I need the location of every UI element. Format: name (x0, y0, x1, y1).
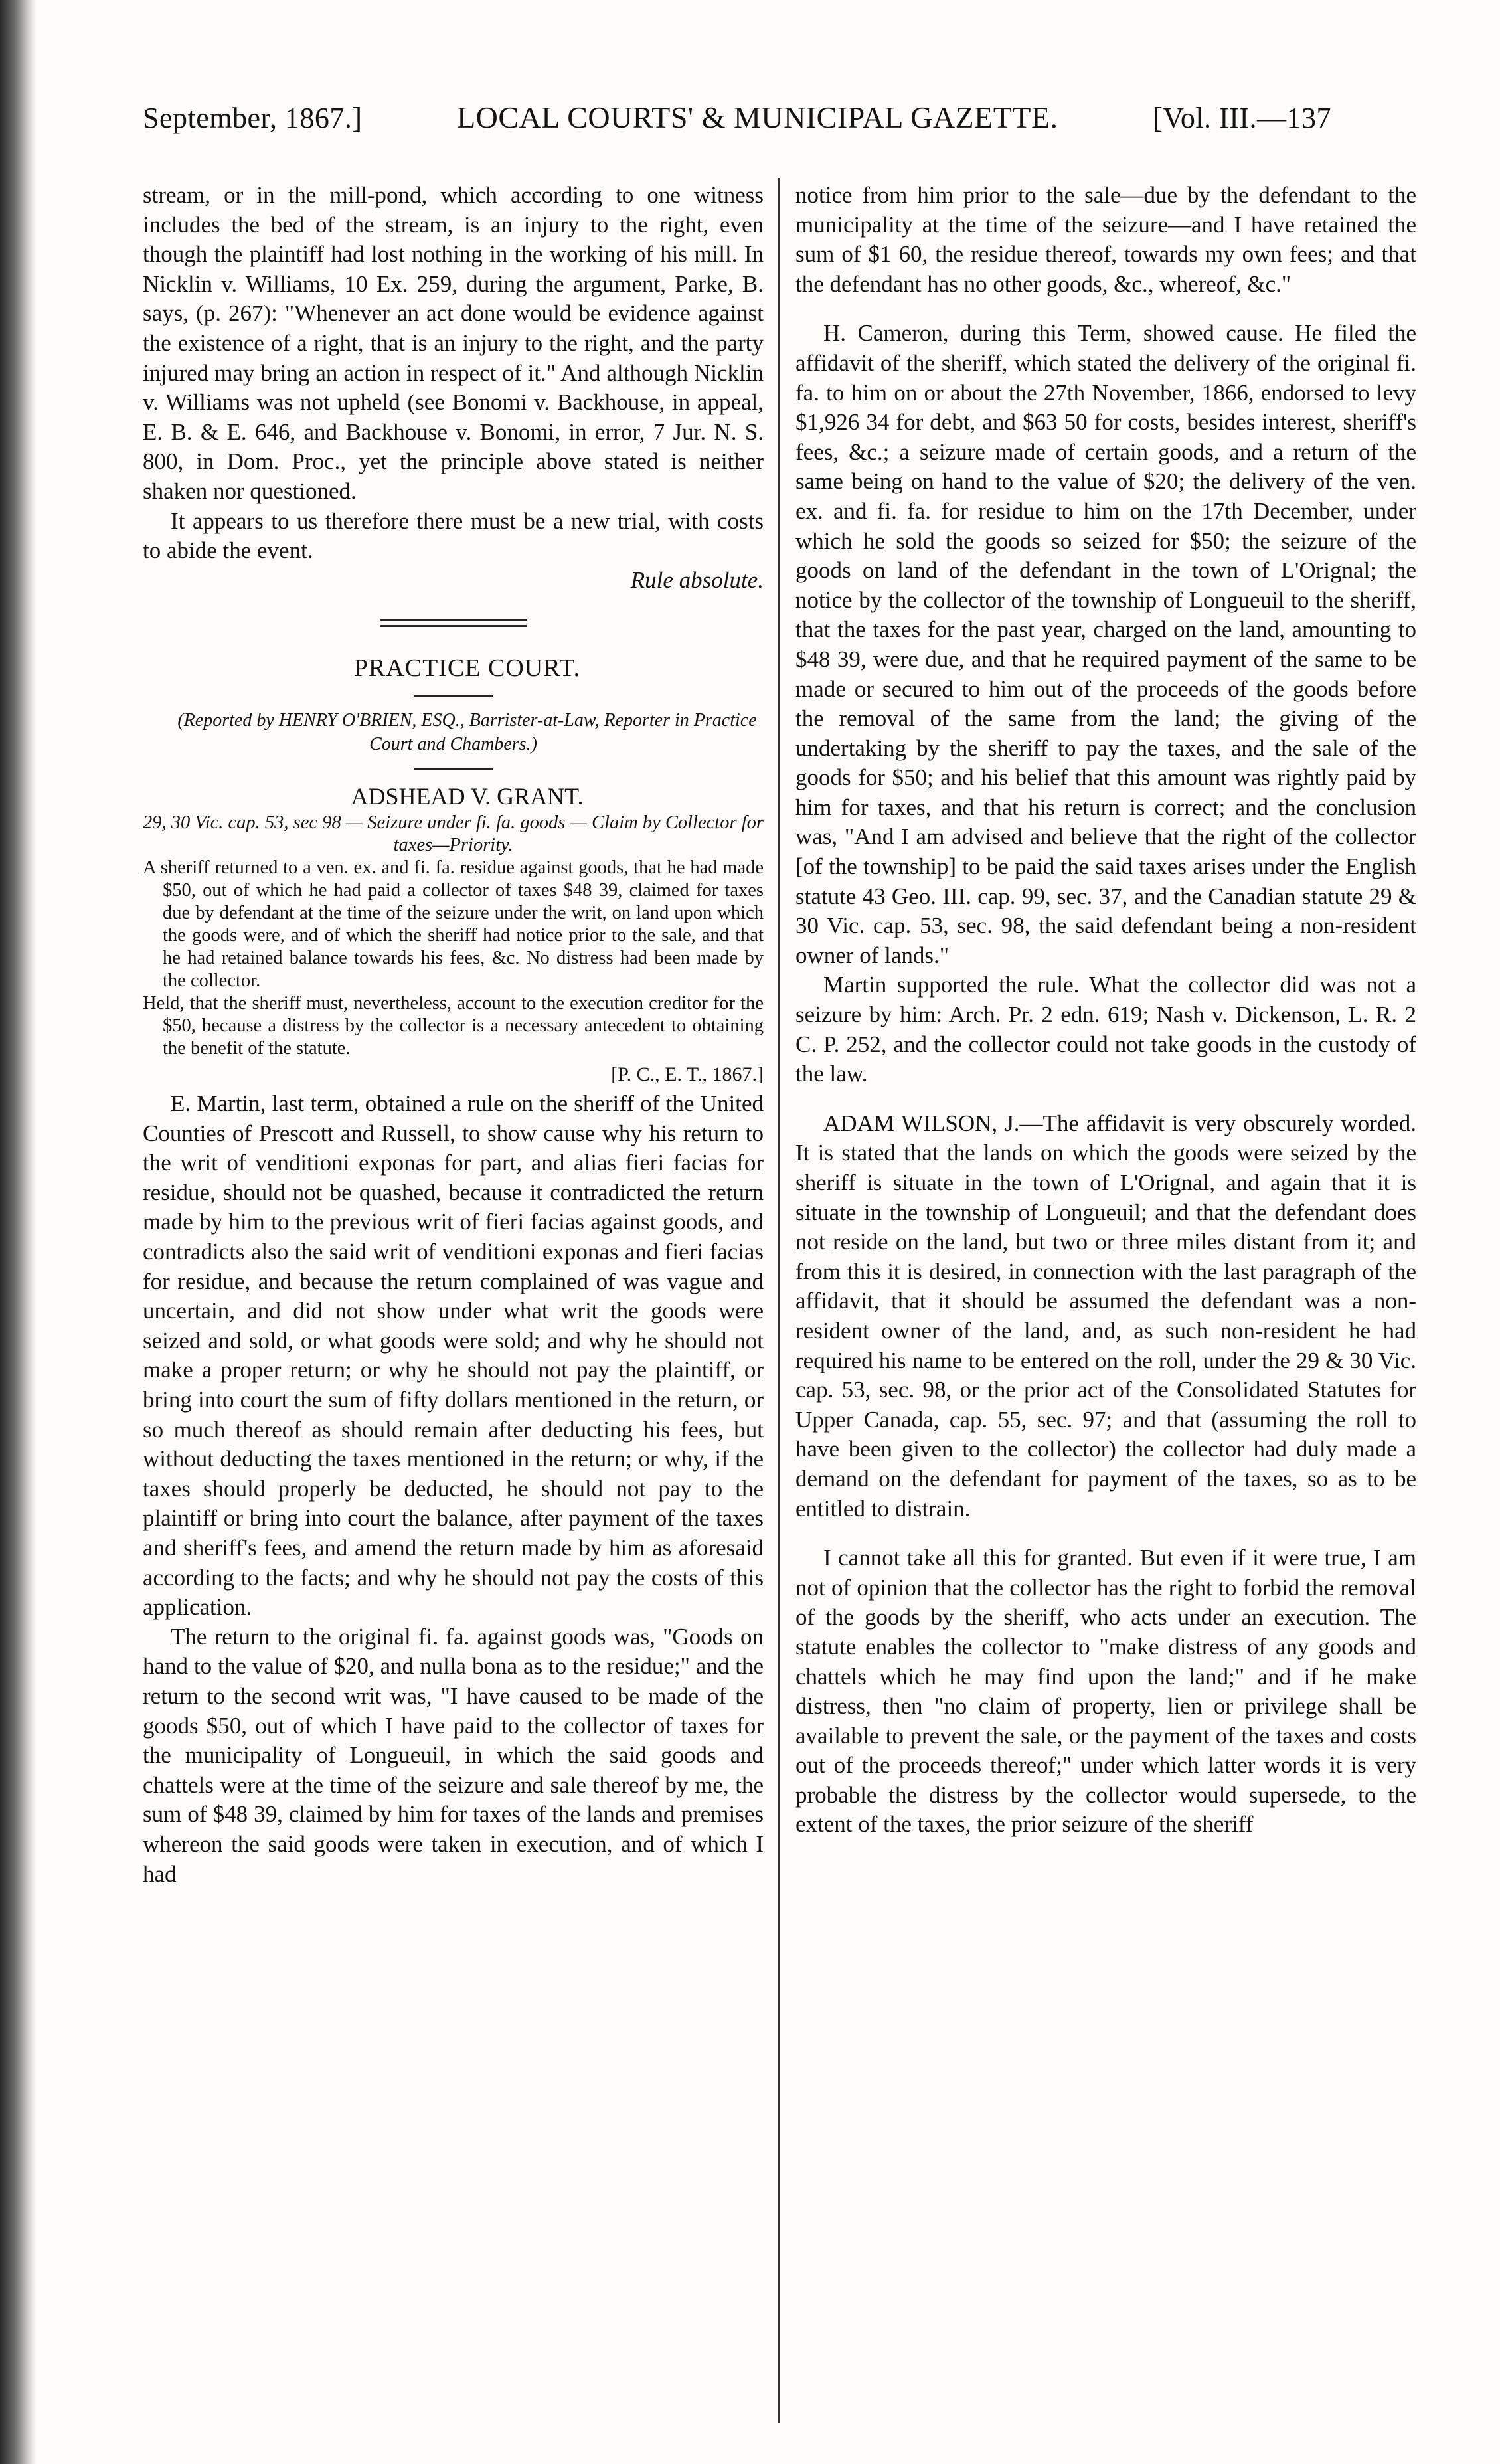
headnote-held: Held, that the sheriff must, nevertheless, account to the execution creditor for the $50, because a distress by the collector is a necessary antecedent to obtaining the benefit of the statute. (143, 992, 764, 1059)
citation: [P. C., E. T., 1867.] (611, 1063, 764, 1085)
left-column (143, 181, 764, 2425)
short-divider (414, 768, 493, 770)
reporter-note: (Reported by HENRY O'BRIEN, ESQ., Barrister-at-Law, Reporter in Practice Court and Chambers.) (177, 709, 757, 754)
paragraph: I cannot take all this for granted. But even if it were true, I am not of opinion that the collector has the right to forbid the removal of the goods by the sheriff, who acts under an execution. The statute enables the collector to "make distress of any goods and chattels which he may find upon the land;" and if he make distress, then "no claim of property, lien or privilege shall be available to prevent the sale, or the payment of the taxes and costs out of the proceeds thereof;" under which latter words it is very probable the distress by the collector would supersede, to the extent of the taxes, the prior seizure of the sheriff (795, 1545, 1416, 1838)
judge-name: ADAM WILSON, J. (823, 1110, 1020, 1136)
header-title: LOCAL COURTS' & MUNICIPAL GAZETTE. (457, 100, 1058, 134)
paragraph: The return to the original fi. fa. against goods was, "Goods on hand to the value of $20, and nulla bona as to the residue;" and the return to the second writ was, "I have caused to be made of the goods $50, out of which I have paid to the collector of taxes for the municipality of Longueuil, in which the said goods and chattels were at the time of the seizure and sale thereof by me, the sum of $48 39, claimed by him for taxes of the lands and premises whereon the said goods were taken in execution, and of which I had (143, 1623, 764, 1887)
paragraph: H. Cameron, during this Term, showed cause. He filed the affidavit of the sheriff, which stated the delivery of the original fi. fa. to him on or about the 27th November, 1866, endorsed to levy $1,926 34 for debt, and $63 50 for costs, besides interest, sheriff's fees, &c.; a seizure made of certain goods, and a return of the same being on hand to the value of $20; the delivery of the ven. ex. and fi. fa. for residue to him on the 17th December, under which he sold the goods so seized for $50; the seizure of the goods on land of the defendant in the town of L'Orignal; the notice by the collector of the township of Longueuil to the sheriff, that the taxes for the past year, charged on the land, amounting to $48 39, were due, and that he required payment of the same to be made or secured to him out of the proceeds of the goods before the removal of the same from the land; the giving of the undertaking by the sheriff to pay the taxes, and the sale of the goods for $50; and his belief that this amount was rightly paid by him for taxes, and that his return is correct; and the conclusion was, "And I am advised and believe that the right of the collector [of the township] to be paid the said taxes arises under the English statute 43 Geo. III. cap. 99, sec. 37, and the Canadian statute 29 & 30 Vic. cap. 53, sec. 98, the said defendant being a non-resident owner of lands." (795, 320, 1416, 968)
running-header (143, 100, 1331, 146)
statute-line: 29, 30 Vic. cap. 53, sec 98 — Seizure under fi. fa. goods — Claim by Collector for taxes—Priority. (143, 812, 764, 855)
header-volume: [Vol. III.—137 (1153, 102, 1331, 134)
paragraph: Martin supported the rule. What the collector did was not a seizure by him: Arch. Pr. 2 edn. 619; Nash v. Dickenson, L. R. 2 C. P. 252, and the collector could not take goods in the custody of the law. (795, 972, 1416, 1087)
paragraph: notice from him prior to the sale—due by the defendant to the municipality at the time of the seizure—and I have retained the sum of $1 60, the residue thereof, towards my own fees; and that the defendant has no other goods, &c., whereof, &c." (795, 182, 1416, 297)
paragraph: E. Martin, last term, obtained a rule on the sheriff of the United Counties of Prescott and Russell, to show cause why his return to the writ of venditioni exponas for part, and alias fieri facias for residue, should not be quashed, because it contradicted the return made by him to the previous writ of fieri facias against goods, and contradicts also the said writ of venditioni exponas and fieri facias for residue, and because the return complained of was vague and uncertain, and did not show under what writ the goods were seized and sold, or what goods were sold; and why he should not make a proper return; or why he should not pay the plaintiff, or bring into court the sum of fifty dollars mentioned in the return, or so much thereof as should remain after deducting his fees, but without deducting the taxes mentioned in the return; or why, if the taxes should properly be deducted, he should not pay to the plaintiff or bring into court the balance, after payment of the taxes and sheriff's fees, and amend the return made by him as aforesaid according to the facts; and why he should not pay the costs of this application. (143, 1091, 764, 1621)
section-heading: PRACTICE COURT. (353, 654, 581, 683)
header-date: September, 1867.] (143, 102, 363, 134)
page-binding-edge (0, 0, 37, 2464)
short-divider (414, 695, 493, 697)
section-divider (380, 619, 527, 627)
headnote (143, 812, 764, 1060)
right-column (795, 181, 1416, 2425)
paragraph: It appears to us therefore there must be a new trial, with costs to abide the event. (143, 507, 764, 564)
rule-absolute: Rule absolute. (630, 567, 764, 593)
judgment-paragraph (795, 1109, 1416, 1524)
headnote-text: A sheriff returned to a ven. ex. and fi. fa. residue against goods, that he had made $50, out of which he had paid a collector of taxes $48 39, claimed for taxes due by defendant at the time of the seizure under the writ, on land upon which the goods were, and of which the sheriff had notice prior to the sale, and that he had retained balance towards his fees, &c. No distress had been made by the collector. (143, 857, 764, 991)
judgment-text: —The affidavit is very obscurely worded. It is stated that the lands on which the goods were seized by the sheriff is situate in the town of L'Orignal, and again that it is situate in the township of Longueuil; and that the defendant does not reside on the land, but two or three miles distant from it; and from this it is desired, in connection with the last paragraph of the affidavit, that it should be assumed the defendant was a non-resident owner of the land, and, as such non-resident he had required his name to be entered on the roll, under the 29 & 30 Vic. cap. 53, sec. 98, or the prior act of the Consolidated Statutes for Upper Canada, cap. 55, sec. 97; and that (assuming the roll to have been given to the collector) the collector had duly made a demand on the defendant for payment of the taxes, so as to be entitled to distrain. (795, 1110, 1417, 1522)
paragraph: stream, or in the mill-pond, which according to one witness includes the bed of the stream, is an injury to the right, even though the plaintiff had lost nothing in the working of his mill. In Nicklin v. Williams, 10 Ex. 259, during the argument, Parke, B. says, (p. 267): "Whenever an act done would be evidence against the existence of a right, that is an injury to the right, and the party injured may bring an action in respect of it." And although Nicklin v. Williams was not upheld (see Bonomi v. Backhouse, in appeal, E. B. & E. 646, and Backhouse v. Bonomi, in error, 7 Jur. N. S. 800, in Dom. Proc., yet the principle above stated is neither shaken nor questioned. (143, 182, 764, 504)
case-name: ADSHEAD V. GRANT. (351, 782, 584, 810)
column-divider (778, 178, 780, 2423)
